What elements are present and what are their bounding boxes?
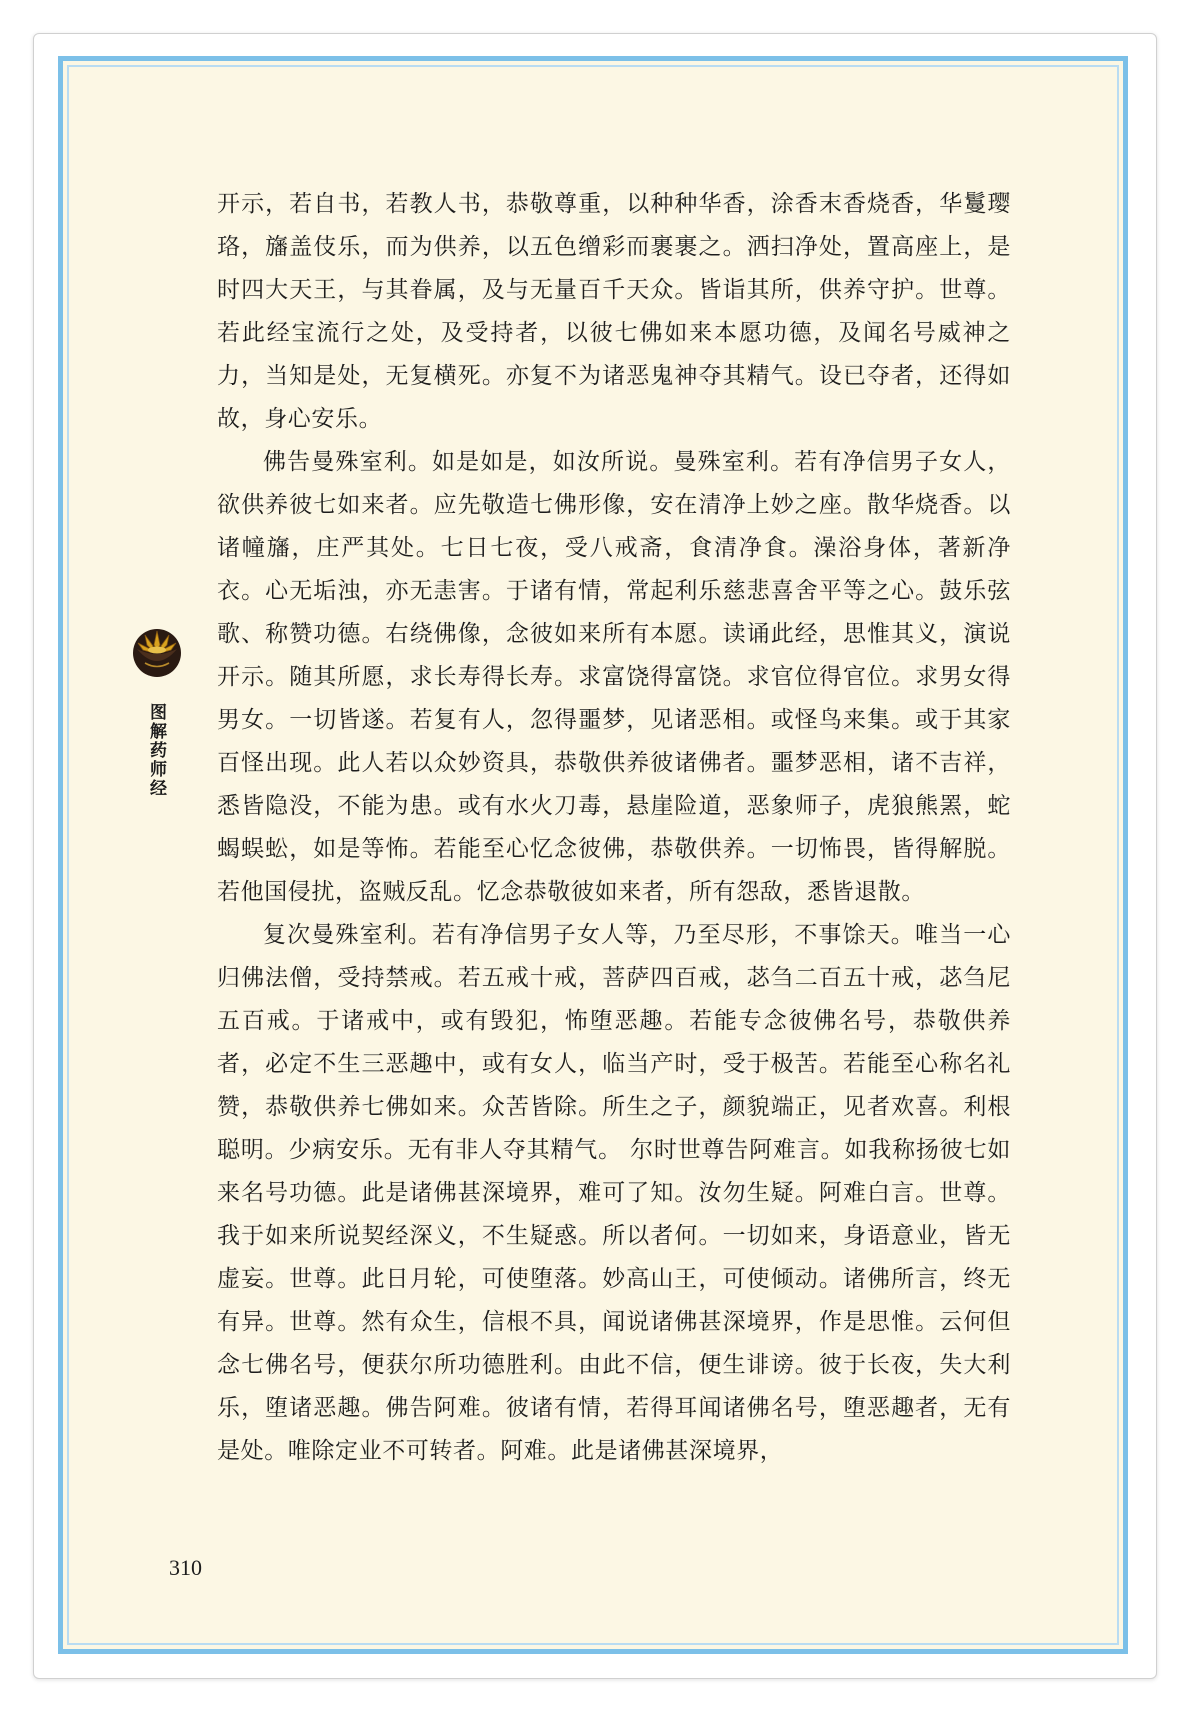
paragraph-3: 复次曼殊室利。若有净信男子女人等，乃至尽形，不事馀天。唯当一心归佛法僧，受持禁戒。若五戒十戒，菩萨四百戒，苾刍二百五十戒，苾刍尼五百戒。于诸戒中，或有毁犯，怖堕恶趣。若能专念彼佛名号，恭敬供养者，必定不生三恶趣中，或有女人，临当产时，受于极苦。若能至心称名礼赞，恭敬供养七佛如来。众苦皆除。所生之子，颜貌端正，见者欢喜。利根聪明。少病安乐。无有非人夺其精气。 尔时世尊告阿难言。如我称扬彼七如来名号功德。此是诸佛甚深境界，难可了知。汝勿生疑。阿难白言。世尊。我于如来所说契经深义，不生疑惑。所以者何。一切如来，身语意业，皆无虚妄。世尊。此日月轮，可使堕落。妙高山王，可使倾动。诸佛所言，终无有异。世尊。然有众生，信根不具，闻说诸佛甚深境界，作是思惟。云何但念七佛名号，便获尔所功德胜利。由此不信，便生诽谤。彼于长夜，失大利乐，堕诸恶趣。佛告阿难。彼诸有情，若得耳闻诸佛名号，堕恶趣者，无有是处。唯除定业不可转者。阿难。此是诸佛甚深境界，: [217, 922, 1011, 1464]
page-number: 310: [169, 1555, 202, 1580]
side-title: 图解药师经: [146, 703, 166, 798]
book-page: [58, 56, 1128, 1654]
lotus-bowl-svg: [129, 623, 185, 679]
paragraph-1: 开示，若自书，若教人书，恭敬尊重，以种种华香，涂香末香烧香，华鬘璎珞，旛盖伎乐，而为供养，以五色缯彩而裹裹之。洒扫净处，置高座上，是时四大天王，与其眷属，及与无量百千天众。皆诣其所，供养守护。世尊。若此经宝流行之处，及受持者，以彼七佛如来本愿功德，及闻名号威神之力，当知是处，无复横死。亦复不为诸恶鬼神夺其精气。设已夺者，还得如故，身心安乐。: [217, 191, 1011, 432]
lotus-bowl-icon: [129, 623, 185, 679]
body-text: [217, 183, 1011, 1473]
paragraph-2: 佛告曼殊室利。如是如是，如汝所说。曼殊室利。若有净信男子女人，欲供养彼七如来者。应先敬造七佛形像，安在清净上妙之座。散华烧香。以诸幢旛，庄严其处。七日七夜，受八戒斋，食清净食。澡浴身体，著新净衣。心无垢浊，亦无恚害。于诸有情，常起利乐慈悲喜舍平等之心。鼓乐弦歌、称赞功德。右绕佛像，念彼如来所有本愿。读诵此经，思惟其义，演说开示。随其所愿，求长寿得长寿。求富饶得富饶。求官位得官位。求男女得男女。一切皆遂。若复有人，忽得噩梦，见诸恶相。或怪鸟来集。或于其家百怪出现。此人若以众妙资具，恭敬供养彼诸佛者。噩梦恶相，诸不吉祥，悉皆隐没，不能为患。或有水火刀毒，悬崖险道，恶象师子，虎狼熊罴，蛇蝎蜈蚣，如是等怖。若能至心忆念彼佛，恭敬供养。一切怖畏，皆得解脱。若他国侵扰，盗贼反乱。忆念恭敬彼如来者，所有怨敌，悉皆退散。: [217, 449, 1011, 905]
